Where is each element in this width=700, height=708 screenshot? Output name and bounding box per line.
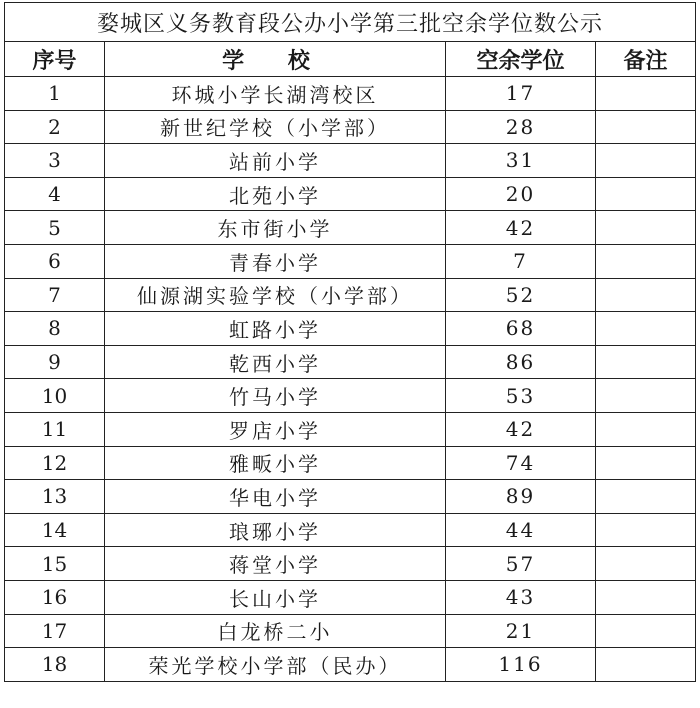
table-row <box>5 614 696 648</box>
row-index: 15 <box>5 547 105 581</box>
row-school: 青春小学 <box>105 244 446 278</box>
row-seats: 21 <box>446 614 596 648</box>
row-index: 7 <box>5 278 105 312</box>
row-remarks <box>596 77 696 111</box>
row-index: 10 <box>5 379 105 413</box>
row-remarks <box>596 446 696 480</box>
row-remarks <box>596 312 696 346</box>
header-index: 序号 <box>5 42 105 77</box>
row-seats: 42 <box>446 412 596 446</box>
row-seats: 57 <box>446 547 596 581</box>
row-remarks <box>596 379 696 413</box>
row-school: 仙源湖实验学校（小学部） <box>105 278 446 312</box>
row-index: 8 <box>5 312 105 346</box>
row-school: 新世纪学校（小学部） <box>105 110 446 144</box>
row-index: 9 <box>5 345 105 379</box>
table-row <box>5 412 696 446</box>
row-school: 竹马小学 <box>105 379 446 413</box>
table-row <box>5 211 696 245</box>
table-title: 婺城区义务教育段公办小学第三批空余学位数公示 <box>5 3 696 42</box>
row-seats: 7 <box>446 244 596 278</box>
table-row <box>5 446 696 480</box>
table-row <box>5 312 696 346</box>
header-remarks: 备注 <box>596 42 696 77</box>
notice-sheet <box>4 2 695 702</box>
row-school: 东市街小学 <box>105 211 446 245</box>
row-seats: 31 <box>446 144 596 178</box>
table-row <box>5 110 696 144</box>
row-seats: 89 <box>446 480 596 514</box>
row-index: 14 <box>5 513 105 547</box>
row-seats: 68 <box>446 312 596 346</box>
header-school: 学 校 <box>105 42 446 77</box>
table-row <box>5 379 696 413</box>
table-row <box>5 244 696 278</box>
row-school: 乾西小学 <box>105 345 446 379</box>
row-school: 荣光学校小学部（民办） <box>105 648 446 682</box>
row-index: 3 <box>5 144 105 178</box>
row-seats: 20 <box>446 177 596 211</box>
row-index: 18 <box>5 648 105 682</box>
row-seats: 86 <box>446 345 596 379</box>
table-row <box>5 77 696 111</box>
row-seats: 52 <box>446 278 596 312</box>
row-school: 环城小学长湖湾校区 <box>105 77 446 111</box>
row-index: 1 <box>5 77 105 111</box>
table-row <box>5 547 696 581</box>
row-school: 华电小学 <box>105 480 446 514</box>
table-row <box>5 580 696 614</box>
header-row <box>5 42 696 77</box>
row-remarks <box>596 648 696 682</box>
row-school: 雅畈小学 <box>105 446 446 480</box>
row-remarks <box>596 480 696 514</box>
title-row <box>5 3 696 42</box>
row-school: 站前小学 <box>105 144 446 178</box>
row-remarks <box>596 244 696 278</box>
table-row <box>5 513 696 547</box>
row-school: 北苑小学 <box>105 177 446 211</box>
row-remarks <box>596 614 696 648</box>
row-school: 蒋堂小学 <box>105 547 446 581</box>
row-index: 2 <box>5 110 105 144</box>
row-index: 4 <box>5 177 105 211</box>
row-remarks <box>596 513 696 547</box>
row-seats: 28 <box>446 110 596 144</box>
row-remarks <box>596 412 696 446</box>
row-seats: 17 <box>446 77 596 111</box>
row-index: 12 <box>5 446 105 480</box>
row-index: 13 <box>5 480 105 514</box>
row-remarks <box>596 580 696 614</box>
row-remarks <box>596 547 696 581</box>
row-school: 虹路小学 <box>105 312 446 346</box>
row-school: 琅琊小学 <box>105 513 446 547</box>
row-seats: 44 <box>446 513 596 547</box>
row-index: 17 <box>5 614 105 648</box>
table-row <box>5 345 696 379</box>
table-body <box>5 3 696 682</box>
header-seats: 空余学位 <box>446 42 596 77</box>
row-remarks <box>596 345 696 379</box>
row-remarks <box>596 211 696 245</box>
table-row <box>5 144 696 178</box>
table-row <box>5 480 696 514</box>
table-row <box>5 278 696 312</box>
row-seats: 42 <box>446 211 596 245</box>
row-index: 5 <box>5 211 105 245</box>
row-index: 11 <box>5 412 105 446</box>
table-row <box>5 648 696 682</box>
row-seats: 74 <box>446 446 596 480</box>
row-index: 16 <box>5 580 105 614</box>
row-remarks <box>596 144 696 178</box>
row-remarks <box>596 278 696 312</box>
vacancy-table <box>4 2 696 682</box>
row-school: 白龙桥二小 <box>105 614 446 648</box>
row-seats: 116 <box>446 648 596 682</box>
table-row <box>5 177 696 211</box>
row-school: 罗店小学 <box>105 412 446 446</box>
row-seats: 43 <box>446 580 596 614</box>
row-remarks <box>596 177 696 211</box>
row-school: 长山小学 <box>105 580 446 614</box>
row-remarks <box>596 110 696 144</box>
row-index: 6 <box>5 244 105 278</box>
row-seats: 53 <box>446 379 596 413</box>
